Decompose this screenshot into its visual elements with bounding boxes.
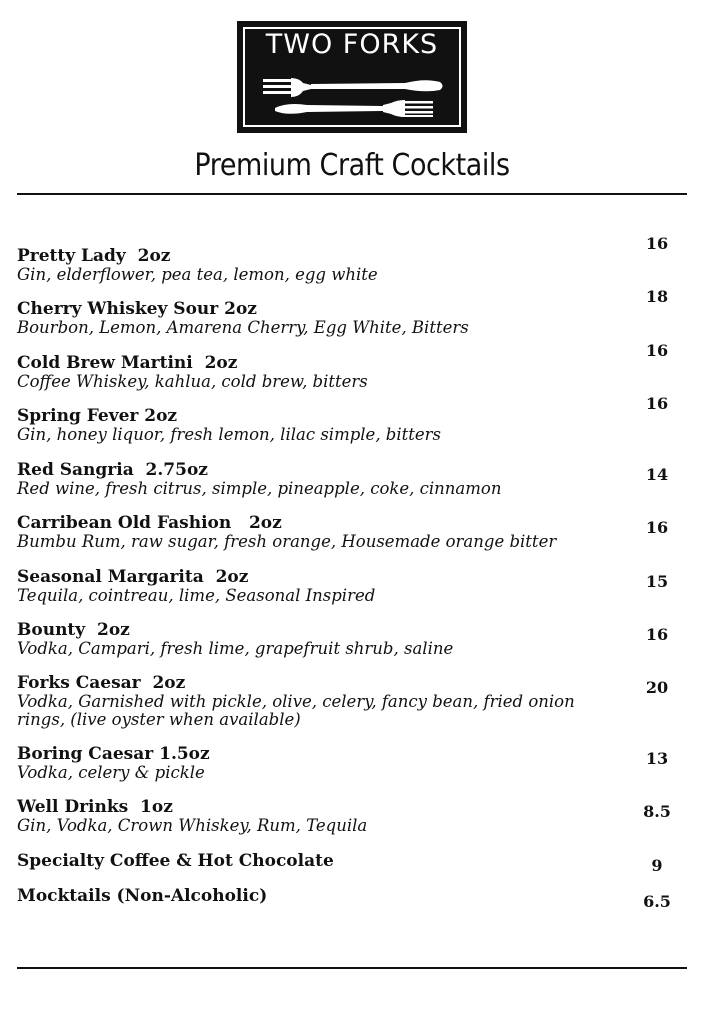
menu-item-description: Coffee Whiskey, kahlua, cold brew, bitters xyxy=(17,372,368,391)
forks-logo-icon xyxy=(255,69,449,137)
menu-item-description: Vodka, Garnished with pickle, olive, celery, fancy bean, fried onion rings, (live oyster when available) xyxy=(17,692,575,729)
menu-item-name: Pretty Lady 2oz xyxy=(17,246,171,266)
menu-item xyxy=(17,673,677,729)
menu-item-name: Spring Fever 2oz xyxy=(17,406,178,426)
menu-item xyxy=(17,886,677,906)
menu-item-name: Cold Brew Martini 2oz xyxy=(17,353,238,373)
logo-text: TWO FORKS xyxy=(265,29,439,60)
menu-item xyxy=(17,299,677,337)
menu-item-description: Vodka, Campari, fresh lime, grapefruit shrub, saline xyxy=(17,639,454,658)
menu-item-price: 16 xyxy=(645,518,669,537)
menu-item-name: Seasonal Margarita 2oz xyxy=(17,567,249,587)
menu-item-description: Vodka, celery & pickle xyxy=(17,763,205,782)
menu-item-name: Bounty 2oz xyxy=(17,620,130,640)
menu-item-price: 6.5 xyxy=(643,892,671,911)
menu-item-name: Forks Caesar 2oz xyxy=(17,673,186,693)
menu-item xyxy=(17,460,677,498)
menu-item-price: 15 xyxy=(645,572,669,591)
menu-item-description: Gin, elderflower, pea tea, lemon, egg white xyxy=(17,265,378,284)
menu-item-price: 20 xyxy=(645,678,669,697)
menu-item xyxy=(17,246,677,284)
menu-item-name: Mocktails (Non-Alcoholic) xyxy=(17,886,268,906)
menu-item-price: 8.5 xyxy=(643,802,671,821)
menu-item xyxy=(17,744,677,782)
menu-item-price: 16 xyxy=(645,625,669,644)
menu-item xyxy=(17,797,677,835)
menu-item-price: 9 xyxy=(651,856,663,875)
menu-item-price: 14 xyxy=(645,465,669,484)
menu-item-price: 18 xyxy=(645,287,669,306)
menu-item-description: Bumbu Rum, raw sugar, fresh orange, Housemade orange bitter xyxy=(17,532,557,551)
menu-item xyxy=(17,620,677,658)
menu-item-price: 13 xyxy=(645,749,669,768)
menu-item-name: Cherry Whiskey Sour 2oz xyxy=(17,299,257,319)
menu-item xyxy=(17,851,677,871)
menu-item-name: Specialty Coffee & Hot Chocolate xyxy=(17,851,334,871)
top-divider xyxy=(17,193,687,195)
menu-item-price: 16 xyxy=(645,234,669,253)
menu-item-name: Boring Caesar 1.5oz xyxy=(17,744,210,764)
logo xyxy=(237,21,467,133)
menu-item xyxy=(17,567,677,605)
bottom-divider xyxy=(17,967,687,969)
menu-item xyxy=(17,406,677,444)
page-title: Premium Craft Cocktails xyxy=(194,148,510,183)
menu-item-description: Gin, honey liquor, fresh lemon, lilac simple, bitters xyxy=(17,425,442,444)
menu-item-name: Carribean Old Fashion 2oz xyxy=(17,513,282,533)
menu-item-price: 16 xyxy=(645,394,669,413)
menu-item-name: Well Drinks 1oz xyxy=(17,797,173,817)
menu-item-name: Red Sangria 2.75oz xyxy=(17,460,208,480)
menu-item-description: Gin, Vodka, Crown Whiskey, Rum, Tequila xyxy=(17,816,368,835)
menu-item-description: Red wine, fresh citrus, simple, pineapple, coke, cinnamon xyxy=(17,479,502,498)
menu-item-price: 16 xyxy=(645,341,669,360)
menu-item xyxy=(17,513,677,551)
menu-item-description: Tequila, cointreau, lime, Seasonal Inspired xyxy=(17,586,376,605)
menu-item xyxy=(17,353,677,391)
menu-item-description: Bourbon, Lemon, Amarena Cherry, Egg White, Bitters xyxy=(17,318,469,337)
